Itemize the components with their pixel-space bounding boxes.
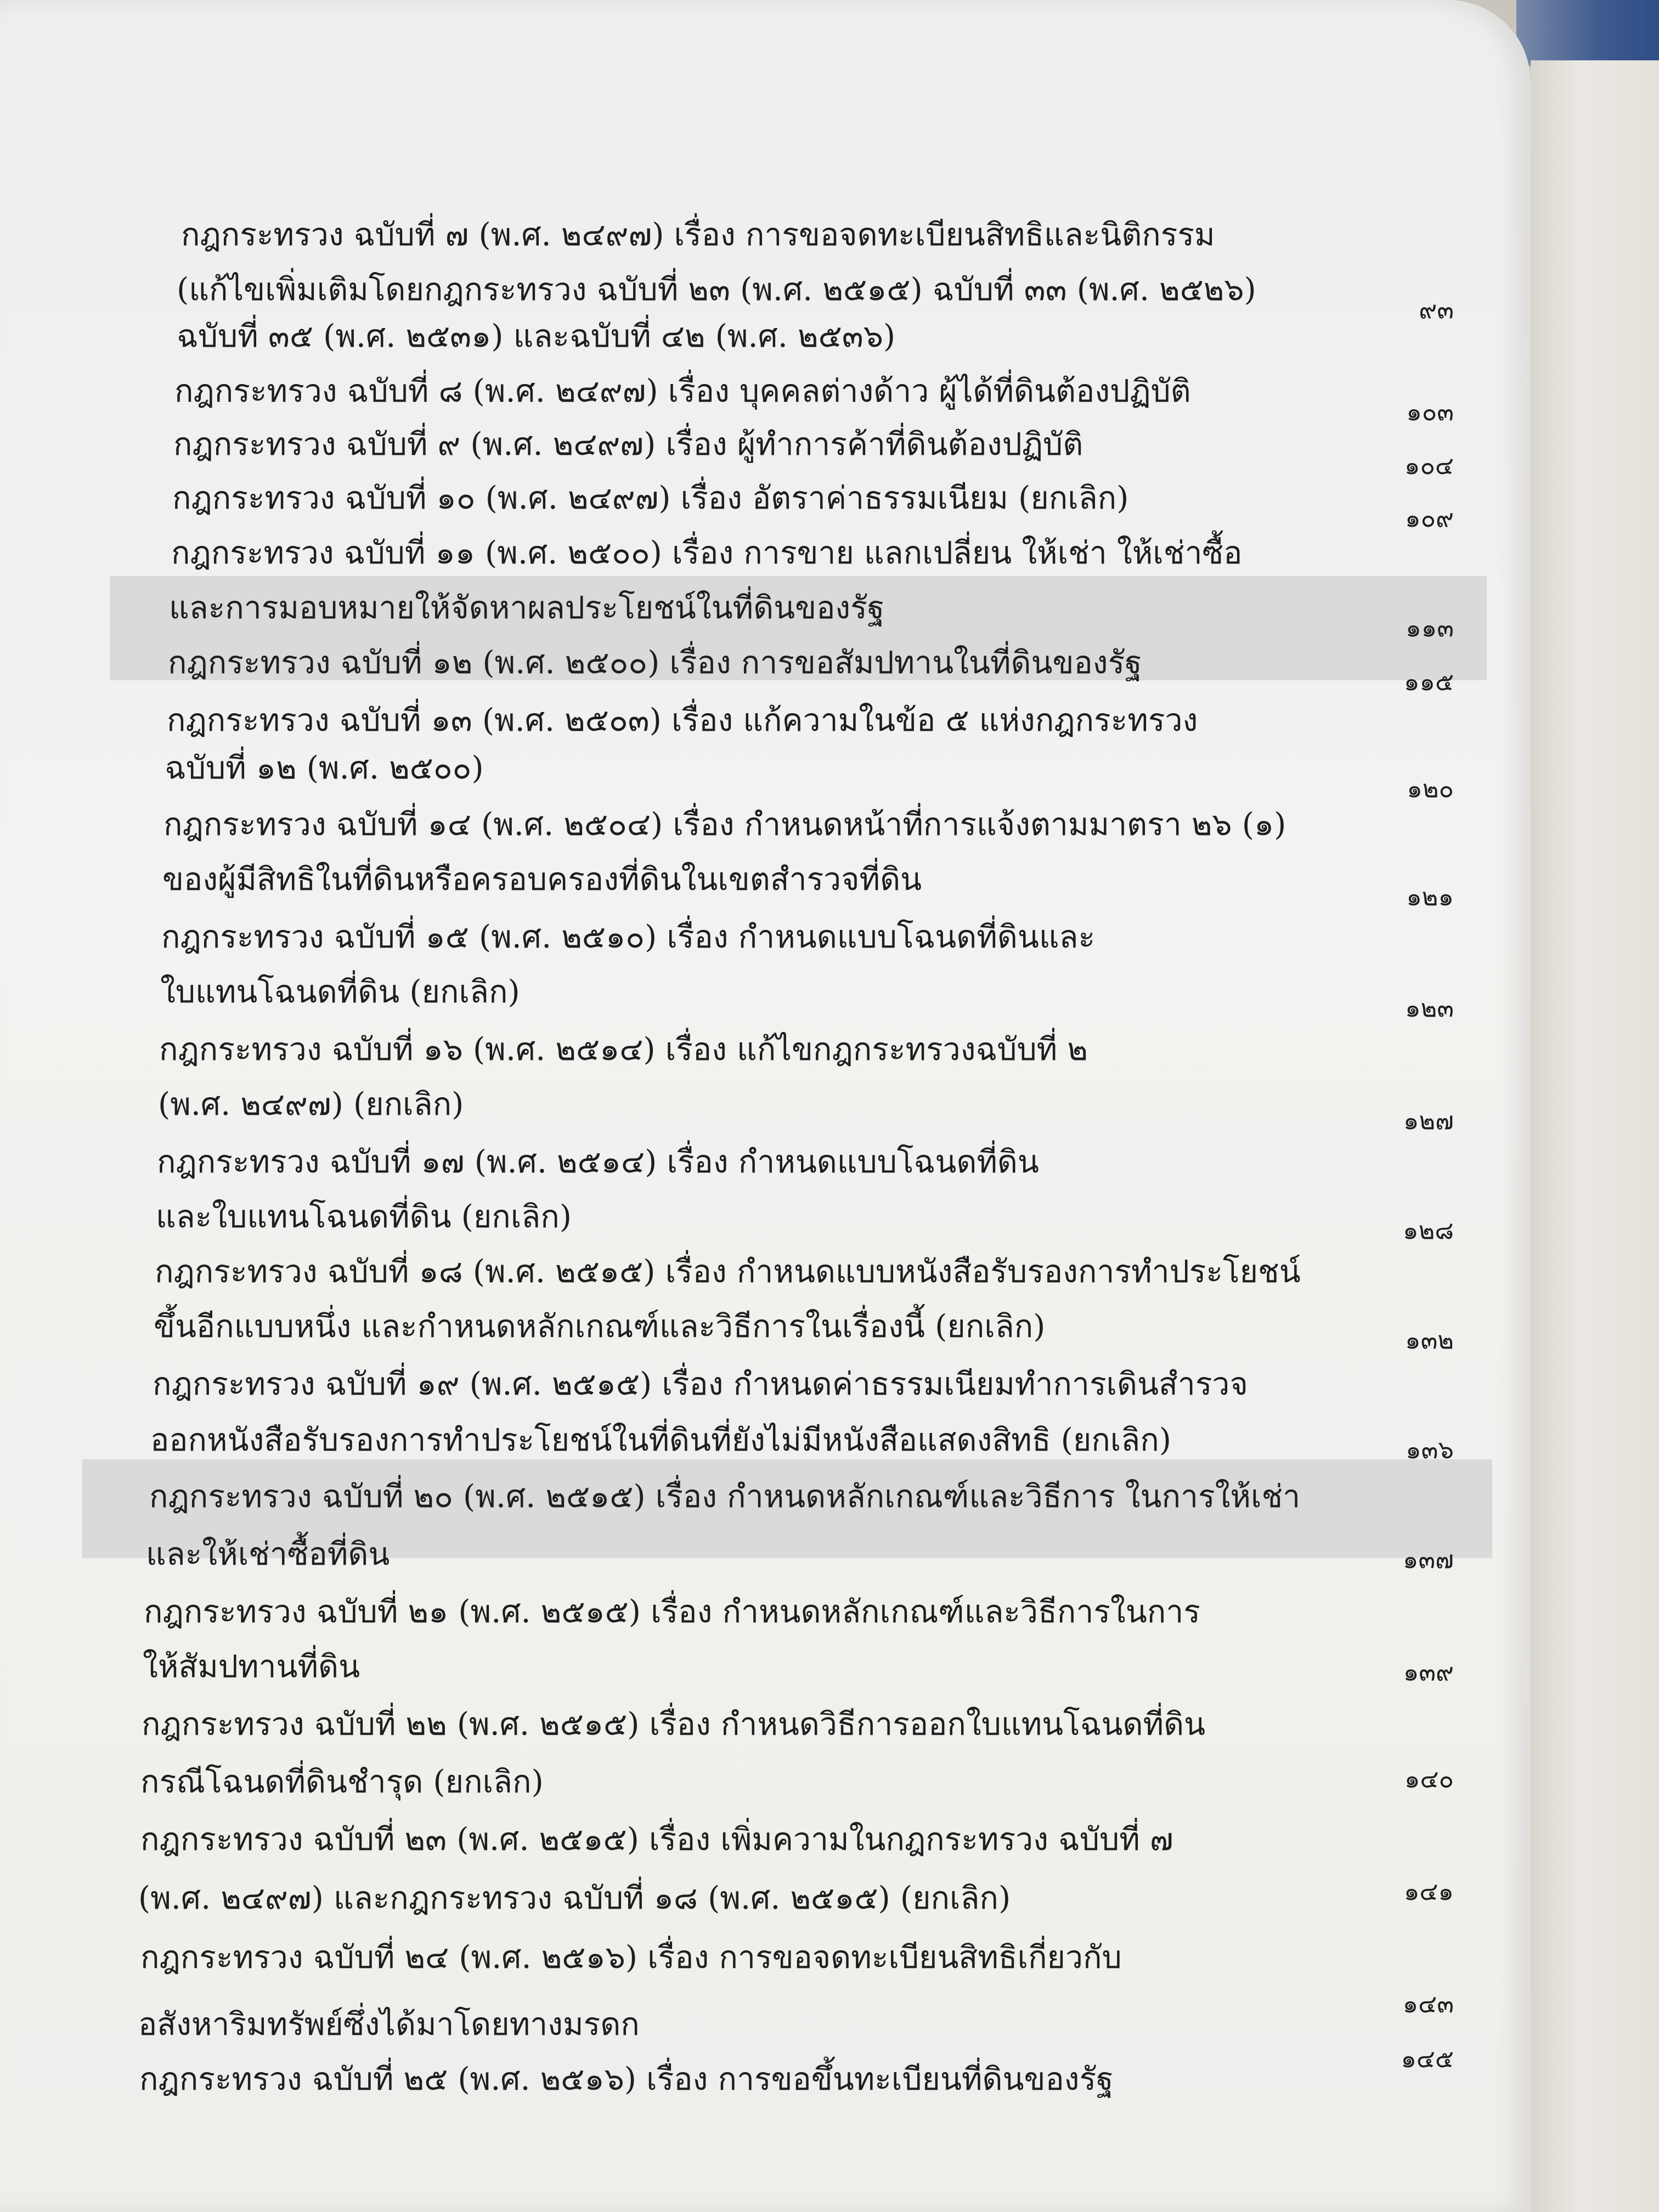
entry-title-line: กรณีโฉนดที่ดินชำรุด (ยกเลิก) bbox=[140, 1764, 544, 1800]
entry-title-line: ออกหนังสือรับรองการทำประโยชน์ในที่ดินที่ยังไม่มีหนังสือแสดงสิทธิ (ยกเลิก) bbox=[150, 1422, 1171, 1458]
entry-page-number: ๑๐๔ bbox=[1404, 451, 1454, 480]
entry-title-line: กฎกระทรวง ฉบับที่ ๑๒ (พ.ศ. ๒๕๐๐) เรื่อง การขอสัมปทานในที่ดินของรัฐ bbox=[168, 645, 1142, 681]
entry-title-line: กฎกระทรวง ฉบับที่ ๒๓ (พ.ศ. ๒๕๑๕) เรื่อง เพิ่มความในกฎกระทรวง ฉบับที่ ๗ bbox=[140, 1821, 1173, 1858]
entry-title-line: และใบแทนโฉนดที่ดิน (ยกเลิก) bbox=[156, 1199, 572, 1235]
entry-page-number: ๑๔๕ bbox=[1401, 2044, 1454, 2073]
entry-title-line: กฎกระทรวง ฉบับที่ ๑๗ (พ.ศ. ๒๕๑๔) เรื่อง กำหนดแบบโฉนดที่ดิน bbox=[157, 1144, 1039, 1180]
entry-title-line: ใบแทนโฉนดที่ดิน (ยกเลิก) bbox=[160, 974, 520, 1010]
entry-title-line: ของผู้มีสิทธิในที่ดินหรือครอบครองที่ดินในเขตสำรวจที่ดิน bbox=[162, 861, 922, 898]
entry-title-line: กฎกระทรวง ฉบับที่ ๑๔ (พ.ศ. ๒๕๐๔) เรื่อง กำหนดหน้าที่การแจ้งตามมาตรา ๒๖ (๑) bbox=[163, 806, 1286, 843]
entry-title-line: ให้สัมปทานที่ดิน bbox=[143, 1649, 360, 1685]
entry-title-line: กฎกระทรวง ฉบับที่ ๑๑ (พ.ศ. ๒๕๐๐) เรื่อง การขาย แลกเปลี่ยน ให้เช่า ให้เช่าซื้อ bbox=[171, 535, 1243, 571]
entry-page-number: ๑๑๓ bbox=[1406, 613, 1454, 642]
entry-title-line: กฎกระทรวง ฉบับที่ ๑๙ (พ.ศ. ๒๕๑๕) เรื่อง กำหนดค่าธรรมเนียมทำการเดินสำรวจ bbox=[153, 1366, 1248, 1402]
entry-title-line: กฎกระทรวง ฉบับที่ ๒๑ (พ.ศ. ๒๕๑๕) เรื่อง กำหนดหลักเกณฑ์และวิธีการในการ bbox=[144, 1594, 1200, 1630]
entry-page-number: ๑๒๐ bbox=[1407, 774, 1454, 803]
entry-title-line: กฎกระทรวง ฉบับที่ ๒๒ (พ.ศ. ๒๕๑๕) เรื่อง กำหนดวิธีการออกใบแทนโฉนดที่ดิน bbox=[142, 1706, 1206, 1742]
entry-page-number: ๑๐๙ bbox=[1405, 504, 1454, 533]
entry-title-line: กฎกระทรวง ฉบับที่ ๑๕ (พ.ศ. ๒๕๑๐) เรื่อง กำหนดแบบโฉนดที่ดินและ bbox=[161, 919, 1096, 955]
entry-page-number: ๑๔๐ bbox=[1404, 1764, 1454, 1793]
entry-title-line: กฎกระทรวง ฉบับที่ ๗ (พ.ศ. ๒๔๙๗) เรื่อง การขอจดทะเบียนสิทธิและนิติกรรม bbox=[181, 217, 1215, 253]
entry-title-line: กฎกระทรวง ฉบับที่ ๙ (พ.ศ. ๒๔๙๗) เรื่อง ผู้ทำการค้าที่ดินต้องปฏิบัติ bbox=[173, 426, 1084, 462]
entry-title-line: กฎกระทรวง ฉบับที่ ๒๕ (พ.ศ. ๒๕๑๖) เรื่อง การขอขึ้นทะเบียนที่ดินของรัฐ bbox=[139, 2061, 1114, 2097]
entry-page-number: ๑๒๑ bbox=[1406, 882, 1454, 911]
entry-title-line: ฉบับที่ ๓๕ (พ.ศ. ๒๕๓๑) และฉบับที่ ๔๒ (พ.ศ. ๒๕๓๖) bbox=[177, 318, 896, 354]
entry-title-line: กฎกระทรวง ฉบับที่ ๒๔ (พ.ศ. ๒๕๑๖) เรื่อง การขอจดทะเบียนสิทธิเกี่ยวกับ bbox=[140, 1939, 1122, 1976]
entry-title-line: (พ.ศ. ๒๔๙๗) และกฎกระทรวง ฉบับที่ ๑๘ (พ.ศ. ๒๕๑๕) (ยกเลิก) bbox=[138, 1880, 1011, 1916]
entry-page-number: ๑๓๙ bbox=[1403, 1657, 1454, 1686]
entry-title-line: กฎกระทรวง ฉบับที่ ๑๖ (พ.ศ. ๒๕๑๔) เรื่อง แก้ไขกฎกระทรวงฉบับที่ ๒ bbox=[159, 1031, 1088, 1068]
entry-page-number: ๑๐๓ bbox=[1406, 397, 1454, 426]
entry-page-number: ๙๓ bbox=[1419, 295, 1454, 324]
adjacent-page-edge bbox=[1531, 60, 1659, 2212]
entry-page-number: ๑๑๕ bbox=[1403, 667, 1454, 696]
entry-page-number: ๑๒๓ bbox=[1405, 994, 1454, 1023]
entry-title-line: ฉบับที่ ๑๒ (พ.ศ. ๒๕๐๐) bbox=[165, 750, 484, 786]
entry-title-line: กฎกระทรวง ฉบับที่ ๑๘ (พ.ศ. ๒๕๑๕) เรื่อง กำหนดแบบหนังสือรับรองการทำประโยชน์ bbox=[155, 1254, 1301, 1290]
entry-title-line: กฎกระทรวง ฉบับที่ ๘ (พ.ศ. ๒๔๙๗) เรื่อง บุคคลต่างด้าว ผู้ได้ที่ดินต้องปฏิบัติ bbox=[174, 373, 1191, 409]
entry-title-line: และการมอบหมายให้จัดหาผลประโยชน์ในที่ดินของรัฐ bbox=[169, 590, 885, 626]
entry-page-number: ๑๔๓ bbox=[1402, 1989, 1454, 2018]
entry-page-number: ๑๓๗ bbox=[1402, 1545, 1454, 1574]
entry-title-line: กฎกระทรวง ฉบับที่ ๑๐ (พ.ศ. ๒๔๙๗) เรื่อง อัตราค่าธรรมเนียม (ยกเลิก) bbox=[172, 480, 1129, 516]
entry-title-line: (แก้ไขเพิ่มเติมโดยกฎกระทรวง ฉบับที่ ๒๓ (พ.ศ. ๒๕๑๕) ฉบับที่ ๓๓ (พ.ศ. ๒๕๒๖) bbox=[177, 272, 1256, 308]
entry-page-number: ๑๒๘ bbox=[1403, 1216, 1454, 1245]
entry-page-number: ๑๒๗ bbox=[1403, 1106, 1454, 1135]
entry-title-line: กฎกระทรวง ฉบับที่ ๑๓ (พ.ศ. ๒๕๐๓) เรื่อง แก้ความในข้อ ๕ แห่งกฎกระทรวง bbox=[167, 702, 1198, 738]
entry-page-number: ๑๔๑ bbox=[1403, 1877, 1454, 1906]
entry-title-line: (พ.ศ. ๒๔๙๗) (ยกเลิก) bbox=[158, 1086, 464, 1122]
entry-title-line: กฎกระทรวง ฉบับที่ ๒๐ (พ.ศ. ๒๕๑๕) เรื่อง กำหนดหลักเกณฑ์และวิธีการ ในการให้เช่า bbox=[149, 1479, 1301, 1515]
entry-title-line: ขึ้นอีกแบบหนึ่ง และกำหนดหลักเกณฑ์และวิธีการในเรื่องนี้ (ยกเลิก) bbox=[154, 1308, 1046, 1345]
entry-title-line: และให้เช่าซื้อที่ดิน bbox=[146, 1536, 390, 1572]
background-edge bbox=[1516, 0, 1659, 66]
entry-page-number: ๑๓๖ bbox=[1406, 1435, 1454, 1464]
entry-title-line: อสังหาริมทรัพย์ซึ่งได้มาโดยทางมรดก bbox=[138, 2006, 640, 2042]
entry-page-number: ๑๓๒ bbox=[1405, 1325, 1454, 1355]
